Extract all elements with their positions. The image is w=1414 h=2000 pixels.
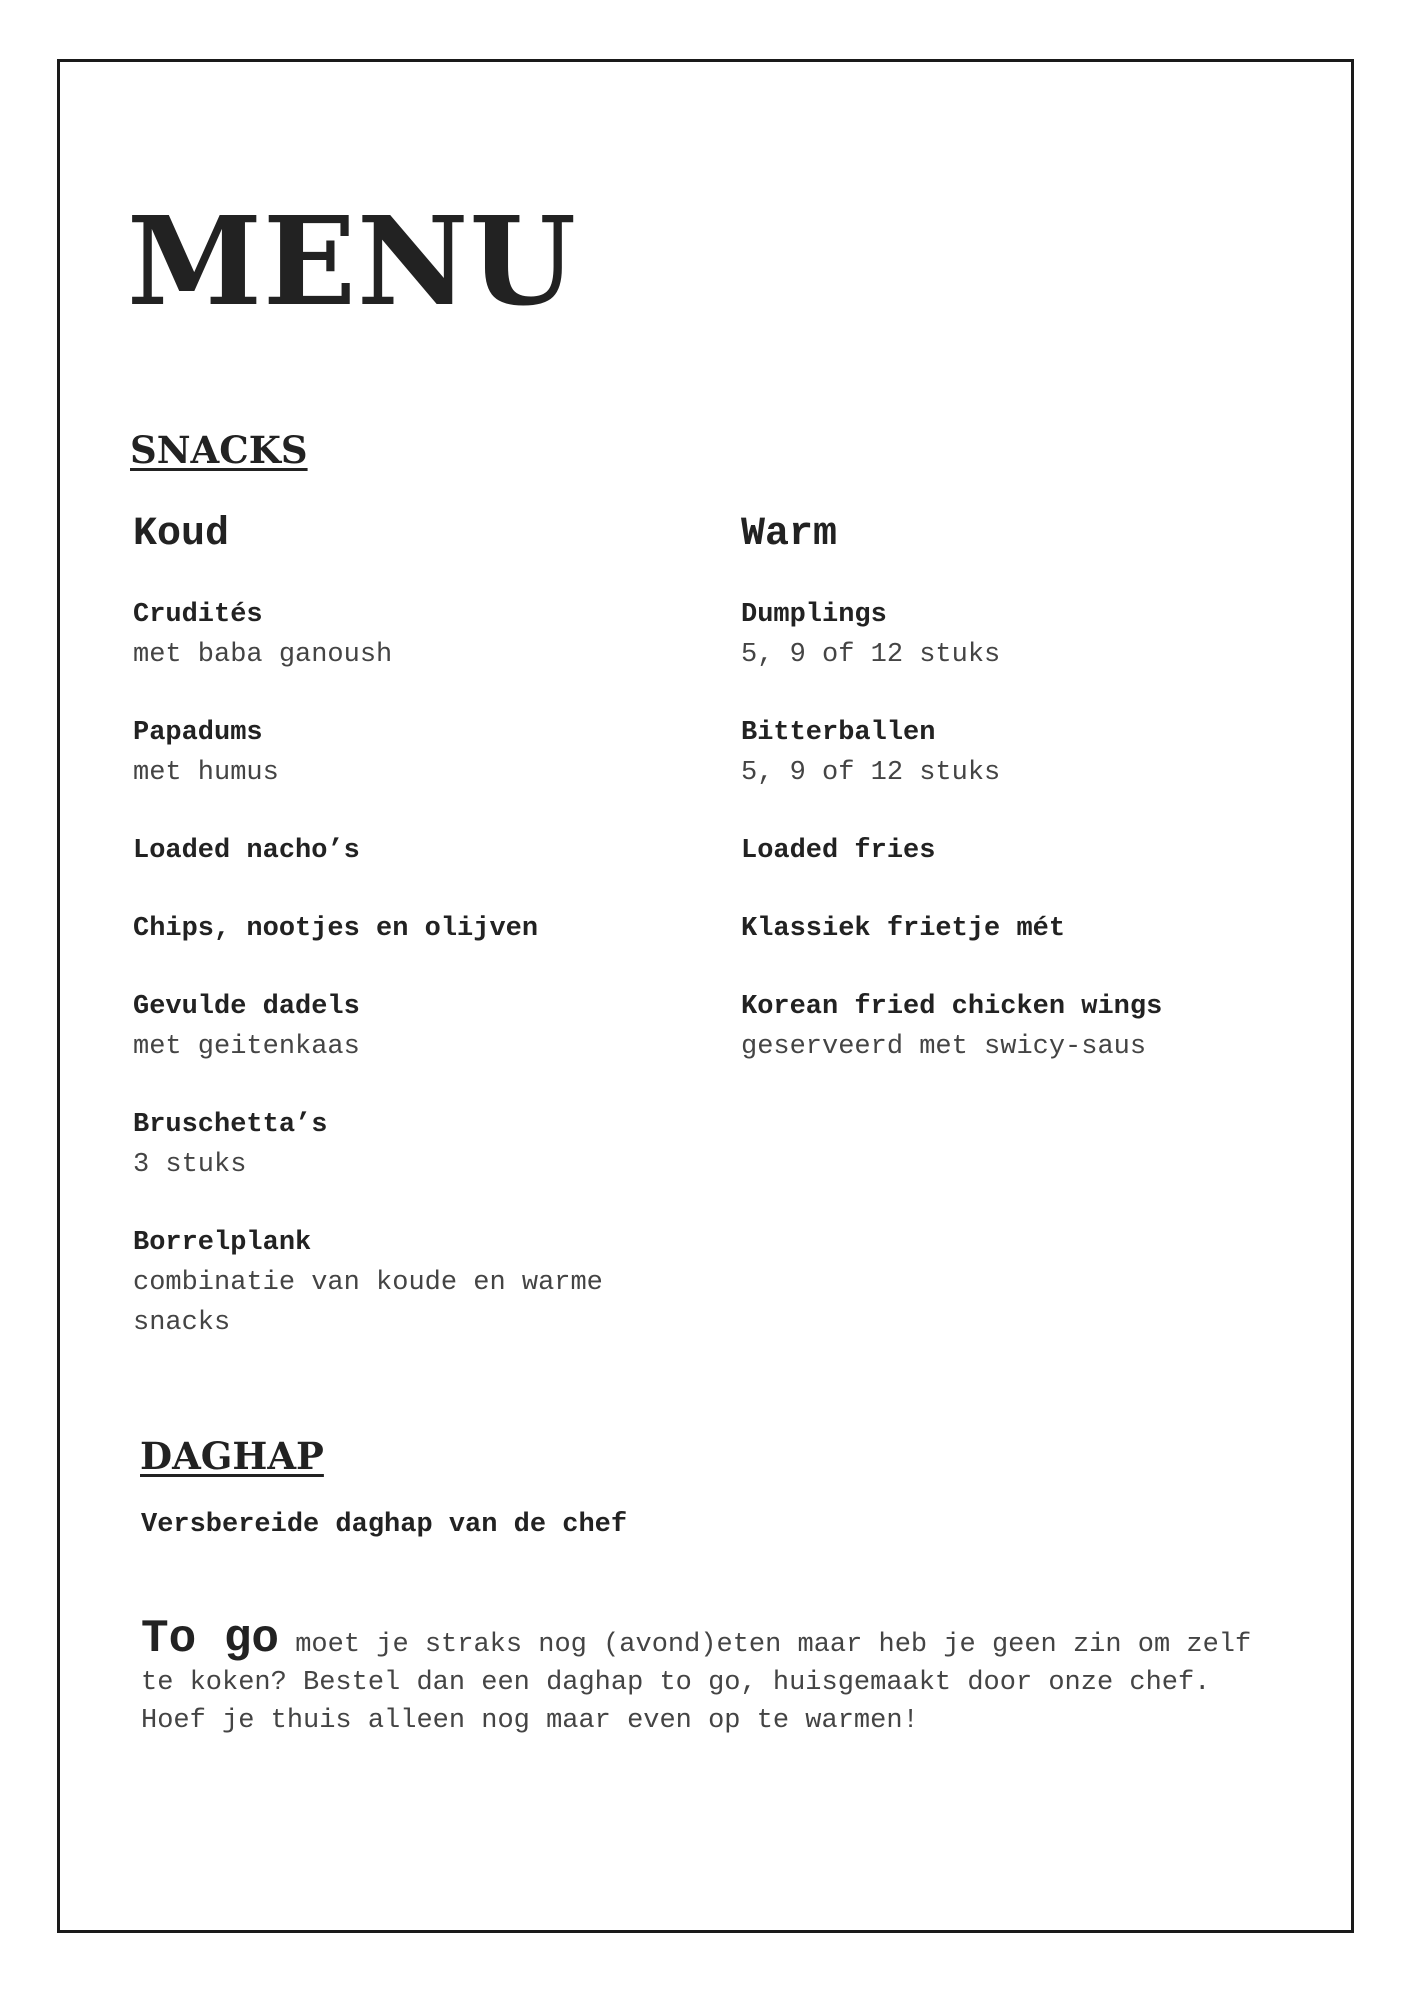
daghap-heading: DAGHAP (140, 1434, 324, 1478)
menu-item-description: met geitenkaas (133, 1032, 360, 1062)
menu-item (133, 713, 693, 793)
togo-label: To go (141, 1613, 280, 1665)
menu-item-name: Borrelplank (133, 1228, 312, 1258)
menu-item-description: combinatie van koude en warme snacks (133, 1268, 603, 1338)
menu-item-name: Papadums (133, 718, 263, 748)
menu-item-description: 5, 9 of 12 stuks (741, 640, 1001, 670)
koud-heading: Koud (133, 512, 230, 557)
menu-title: MENU (127, 189, 577, 333)
menu-item (133, 1223, 693, 1343)
menu-item-name: Dumplings (741, 600, 887, 630)
togo-paragraph (141, 1613, 1291, 1740)
warm-column (741, 512, 1341, 1105)
warm-heading: Warm (741, 512, 838, 557)
menu-item (741, 831, 1341, 871)
menu-item (133, 831, 693, 871)
menu-item-name: Bitterballen (741, 718, 936, 748)
warm-items (741, 595, 1341, 1067)
snacks-heading: SNACKS (130, 428, 308, 472)
menu-item-name: Gevulde dadels (133, 992, 360, 1022)
menu-item (133, 909, 693, 949)
menu-item (133, 595, 693, 675)
menu-item-description: geserveerd met swicy-saus (741, 1032, 1147, 1062)
daghap-text: Versbereide daghap van de chef (141, 1510, 628, 1540)
menu-item-name: Klassiek frietje mét (741, 914, 1066, 944)
togo-text: moet je straks nog (avond)eten maar heb je geen zin om zelf te koken? Bestel dan een daghap to go, huisgemaakt door onze chef. Hoef je thuis alleen nog maar even op te warmen! (141, 1630, 1252, 1736)
koud-column (133, 512, 693, 1381)
menu-item-name: Korean fried chicken wings (741, 992, 1163, 1022)
menu-item-name: Crudités (133, 600, 263, 630)
menu-item (741, 595, 1341, 675)
menu-item-name: Bruschetta’s (133, 1110, 328, 1140)
menu-item (741, 909, 1341, 949)
menu-item-description: met baba ganoush (133, 640, 393, 670)
menu-item (133, 1105, 693, 1185)
menu-item-description: met humus (133, 758, 279, 788)
menu-item-name: Loaded fries (741, 836, 936, 866)
menu-item (741, 987, 1341, 1067)
menu-item (133, 987, 693, 1067)
menu-item-name: Chips, nootjes en olijven (133, 914, 539, 944)
koud-items (133, 595, 693, 1343)
menu-item (741, 713, 1341, 793)
menu-item-name: Loaded nacho’s (133, 836, 360, 866)
menu-item-description: 5, 9 of 12 stuks (741, 758, 1001, 788)
menu-item-description: 3 stuks (133, 1150, 247, 1180)
